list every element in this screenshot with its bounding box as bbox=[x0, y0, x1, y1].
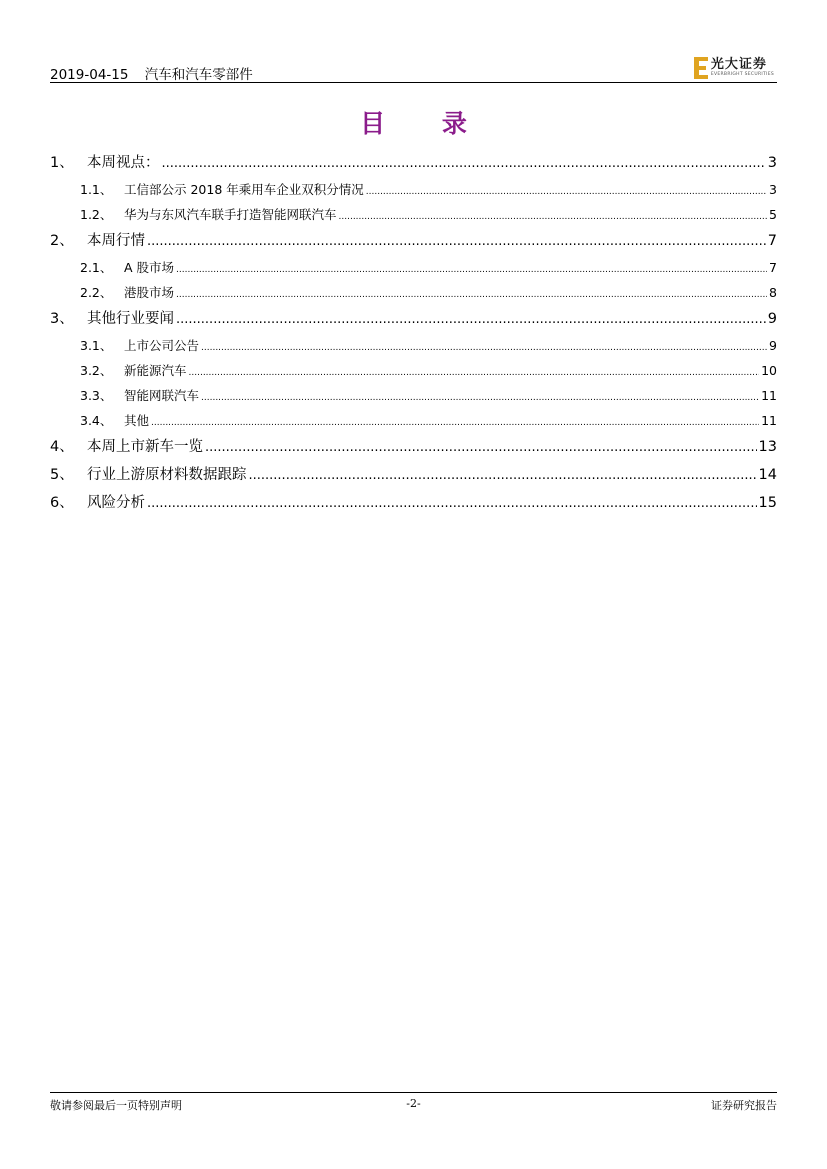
toc-entry-page: 13 bbox=[758, 439, 777, 455]
toc-dot-leader bbox=[339, 202, 768, 230]
toc-entry[interactable] bbox=[50, 305, 777, 333]
toc-entry-page: 3 bbox=[767, 155, 777, 171]
page-footer bbox=[50, 1097, 777, 1113]
toc-entry-page: 14 bbox=[758, 467, 777, 483]
toc-entry-label: 其他行业要闻 bbox=[87, 311, 174, 327]
page-header bbox=[50, 56, 777, 82]
footer-page-number: -2- bbox=[406, 1097, 421, 1110]
toc-entry-page: 11 bbox=[761, 388, 777, 403]
toc-entry-page: 10 bbox=[761, 363, 777, 378]
toc-subentry[interactable] bbox=[50, 202, 777, 227]
report-date: 2019-04-15 bbox=[50, 67, 129, 83]
toc-entry-number: 6、 bbox=[50, 495, 74, 511]
toc-dot-leader bbox=[147, 489, 757, 518]
toc-dot-leader bbox=[162, 149, 766, 178]
toc-entry[interactable] bbox=[50, 489, 777, 517]
toc-entry-number: 5、 bbox=[50, 467, 74, 483]
toc-entry-label: 智能网联汽车 bbox=[124, 388, 200, 403]
toc-entry-label: 本周行情 bbox=[87, 233, 145, 249]
toc-title: 目 录 bbox=[360, 109, 491, 138]
toc-entry-page: 9 bbox=[769, 338, 777, 353]
toc-entry-number: 1.1、 bbox=[80, 182, 113, 197]
toc-dot-leader bbox=[151, 408, 759, 436]
toc-entry-page: 9 bbox=[767, 311, 777, 327]
logo-english-name: EVERBRIGHT SECURITIES bbox=[710, 72, 774, 77]
toc-dot-leader bbox=[205, 433, 757, 462]
header-divider bbox=[50, 82, 777, 83]
toc-entry-number: 1、 bbox=[50, 155, 74, 171]
toc-entry-number: 3.4、 bbox=[80, 413, 113, 428]
toc-entry-number: 4、 bbox=[50, 439, 74, 455]
toc-subentry[interactable] bbox=[50, 255, 777, 280]
toc-entry-label: 工信部公示 2018 年乘用车企业双积分情况 bbox=[124, 182, 364, 197]
footer-report-type: 证券研究报告 bbox=[711, 1099, 777, 1112]
toc-dot-leader bbox=[147, 227, 766, 256]
toc-subentry[interactable] bbox=[50, 333, 777, 358]
toc-entry[interactable] bbox=[50, 227, 777, 255]
toc-subentry[interactable] bbox=[50, 358, 777, 383]
toc-dot-leader bbox=[176, 255, 767, 283]
toc-entry-number: 2、 bbox=[50, 233, 74, 249]
toc-entry-label: 本周视点： bbox=[87, 155, 160, 171]
logo-chinese-name: 光大证券 bbox=[710, 57, 767, 72]
toc-dot-leader bbox=[366, 177, 767, 205]
toc-entry-label: 风险分析 bbox=[87, 495, 145, 511]
toc-subentry[interactable] bbox=[50, 280, 777, 305]
toc-entry-label: 港股市场 bbox=[124, 285, 175, 300]
toc-entry-label: 其他 bbox=[124, 413, 150, 428]
toc-entry-number: 3.1、 bbox=[80, 338, 113, 353]
header-info bbox=[50, 63, 253, 83]
industry-name: 汽车和汽车零部件 bbox=[144, 67, 253, 83]
toc-entry-label: 本周上市新车一览 bbox=[87, 439, 203, 455]
toc-entry-page: 8 bbox=[769, 285, 777, 300]
toc-entry-label: A 股市场 bbox=[124, 260, 175, 275]
toc-dot-leader bbox=[201, 383, 759, 411]
toc-entry-page: 7 bbox=[767, 233, 777, 249]
toc-entry-page: 5 bbox=[769, 207, 777, 222]
toc-entry-page: 3 bbox=[769, 182, 777, 197]
toc-entry-number: 3.2、 bbox=[80, 363, 113, 378]
toc-entry-label: 新能源汽车 bbox=[124, 363, 187, 378]
toc-dot-leader bbox=[201, 333, 767, 361]
toc-dot-leader bbox=[176, 280, 767, 308]
toc-entry-number: 3、 bbox=[50, 311, 74, 327]
toc-entry-page: 15 bbox=[758, 495, 777, 511]
toc-entry-number: 3.3、 bbox=[80, 388, 113, 403]
toc-dot-leader bbox=[189, 358, 760, 386]
table-of-contents bbox=[50, 149, 777, 517]
toc-entry-label: 上市公司公告 bbox=[124, 338, 200, 353]
toc-dot-leader bbox=[176, 305, 766, 334]
toc-entry-number: 1.2、 bbox=[80, 207, 113, 222]
logo-mark-icon bbox=[694, 57, 708, 79]
toc-subentry[interactable] bbox=[50, 177, 777, 202]
toc-subentry[interactable] bbox=[50, 408, 777, 433]
footer-divider bbox=[50, 1092, 777, 1093]
toc-subentry[interactable] bbox=[50, 383, 777, 408]
toc-entry-label: 华为与东风汽车联手打造智能网联汽车 bbox=[124, 207, 337, 222]
toc-entry-label: 行业上游原材料数据跟踪 bbox=[87, 467, 247, 483]
toc-entry-page: 11 bbox=[761, 413, 777, 428]
toc-entry-page: 7 bbox=[769, 260, 777, 275]
company-logo bbox=[694, 56, 774, 80]
toc-entry[interactable] bbox=[50, 461, 777, 489]
toc-entry-number: 2.2、 bbox=[80, 285, 113, 300]
toc-entry[interactable] bbox=[50, 433, 777, 461]
toc-dot-leader bbox=[249, 461, 757, 490]
footer-disclaimer: 敬请参阅最后一页特别声明 bbox=[50, 1099, 182, 1112]
toc-entry-number: 2.1、 bbox=[80, 260, 113, 275]
toc-entry[interactable] bbox=[50, 149, 777, 177]
